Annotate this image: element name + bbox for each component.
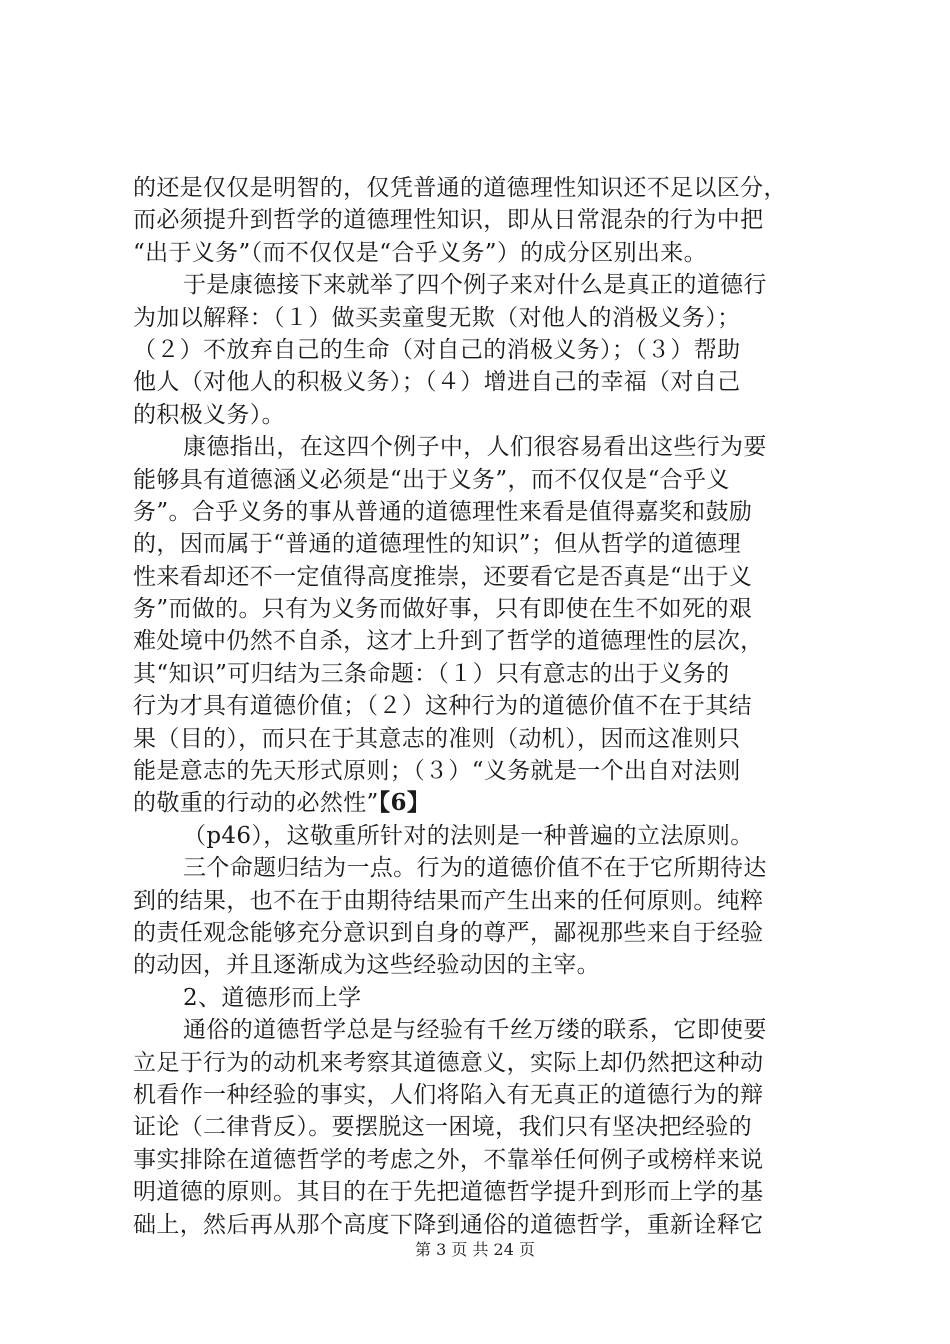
text-line: 机看作一种经验的事实，人们将陷入有无真正的道德行为的辩 bbox=[133, 1081, 764, 1108]
document-body bbox=[133, 172, 833, 1241]
text-line: 难处境中仍然不自杀，这才上升到了哲学的道德理性的层次， bbox=[133, 628, 764, 655]
text-line: 其“知识”可归结为三条命题：（１）只有意志的出于义务的 bbox=[133, 660, 730, 687]
text-line: 事实排除在道德哲学的考虑之外，不靠举任何例子或榜样来说 bbox=[133, 1146, 764, 1173]
text-line: 而必须提升到哲学的道德理性知识，即从日常混杂的行为中把 bbox=[133, 207, 764, 234]
page-footer bbox=[0, 1240, 950, 1260]
text-line: “出于义务”（而不仅仅是“合乎义务”）的成分区别出来。 bbox=[133, 239, 707, 266]
text-line: 务”。合乎义务的事从普通的道德理性来看是值得嘉奖和鼓励 bbox=[133, 498, 753, 525]
text-line-with-citation bbox=[133, 787, 833, 819]
text-line: 为加以解释：（１）做买卖童叟无欺（对他人的消极义务）； bbox=[133, 304, 741, 331]
text-line: 能是意志的先天形式原则；（３）“义务就是一个出自对法则 bbox=[133, 758, 741, 785]
text-line: 性来看却还不一定值得高度推崇，还要看它是否真是“出于义 bbox=[133, 563, 753, 590]
text-line: 康德指出，在这四个例子中，人们很容易看出这些行为要 bbox=[183, 434, 767, 461]
text-line: 的责任观念能够充分意识到自身的尊严，鄙视那些来自于经验 bbox=[133, 919, 764, 946]
text-line: 础上，然后再从那个高度下降到通俗的道德哲学，重新诠释它 bbox=[133, 1211, 764, 1238]
page-number-label: 第 3 页 共 24 页 bbox=[415, 1240, 535, 1259]
section-heading: 2、道德形而上学 bbox=[183, 984, 362, 1011]
text-line: 果（目的），而只在于其意志的准则（动机），因而这准则只 bbox=[133, 725, 741, 752]
text-line: 明道德的原则。其目的在于先把道德哲学提升到形而上学的基 bbox=[133, 1179, 764, 1206]
text-line: 他人（对他人的积极义务）；（４）增进自己的幸福（对自己 bbox=[133, 369, 741, 396]
text-line: 立足于行为的动机来考察其道德意义，实际上却仍然把这种动 bbox=[133, 1049, 764, 1076]
line-text: 的敬重的行动的必然性” bbox=[133, 790, 379, 817]
citation-marker: 【6】 bbox=[378, 789, 431, 817]
text-line: （p46），这敬重所针对的法则是一种普遍的立法原则。 bbox=[183, 822, 754, 849]
text-line: 的动因，并且逐渐成为这些经验动因的主宰。 bbox=[133, 952, 600, 979]
text-line: 能够具有道德涵义必须是“出于义务”，而不仅仅是“合乎义 bbox=[133, 466, 730, 493]
text-line: 于是康德接下来就举了四个例子来对什么是真正的道德行 bbox=[183, 272, 767, 299]
text-line: 到的结果，也不在于由期待结果而产生出来的任何原则。纯粹 bbox=[133, 887, 764, 914]
text-line: 的积极义务）。 bbox=[133, 401, 285, 428]
text-line: 三个命题归结为一点。行为的道德价值不在于它所期待达 bbox=[183, 855, 767, 882]
text-line: 务”而做的。只有为义务而做好事，只有即使在生不如死的艰 bbox=[133, 596, 753, 623]
text-line: （２）不放弃自己的生命（对自己的消极义务）；（３）帮助 bbox=[133, 336, 741, 363]
text-line: 的还是仅仅是明智的，仅凭普通的道德理性知识还不足以区分， bbox=[133, 175, 787, 201]
text-line: 通俗的道德哲学总是与经验有千丝万缕的联系，它即使要 bbox=[183, 1017, 767, 1044]
text-line: 的，因而属于“普通的道德理性的知识”；但从哲学的道德理 bbox=[133, 531, 741, 558]
text-line: 行为才具有道德价值；（２）这种行为的道德价值不在于其结 bbox=[133, 693, 752, 720]
text-line: 证论（二律背反）。要摆脱这一困境，我们只有坚决把经验的 bbox=[133, 1114, 752, 1141]
